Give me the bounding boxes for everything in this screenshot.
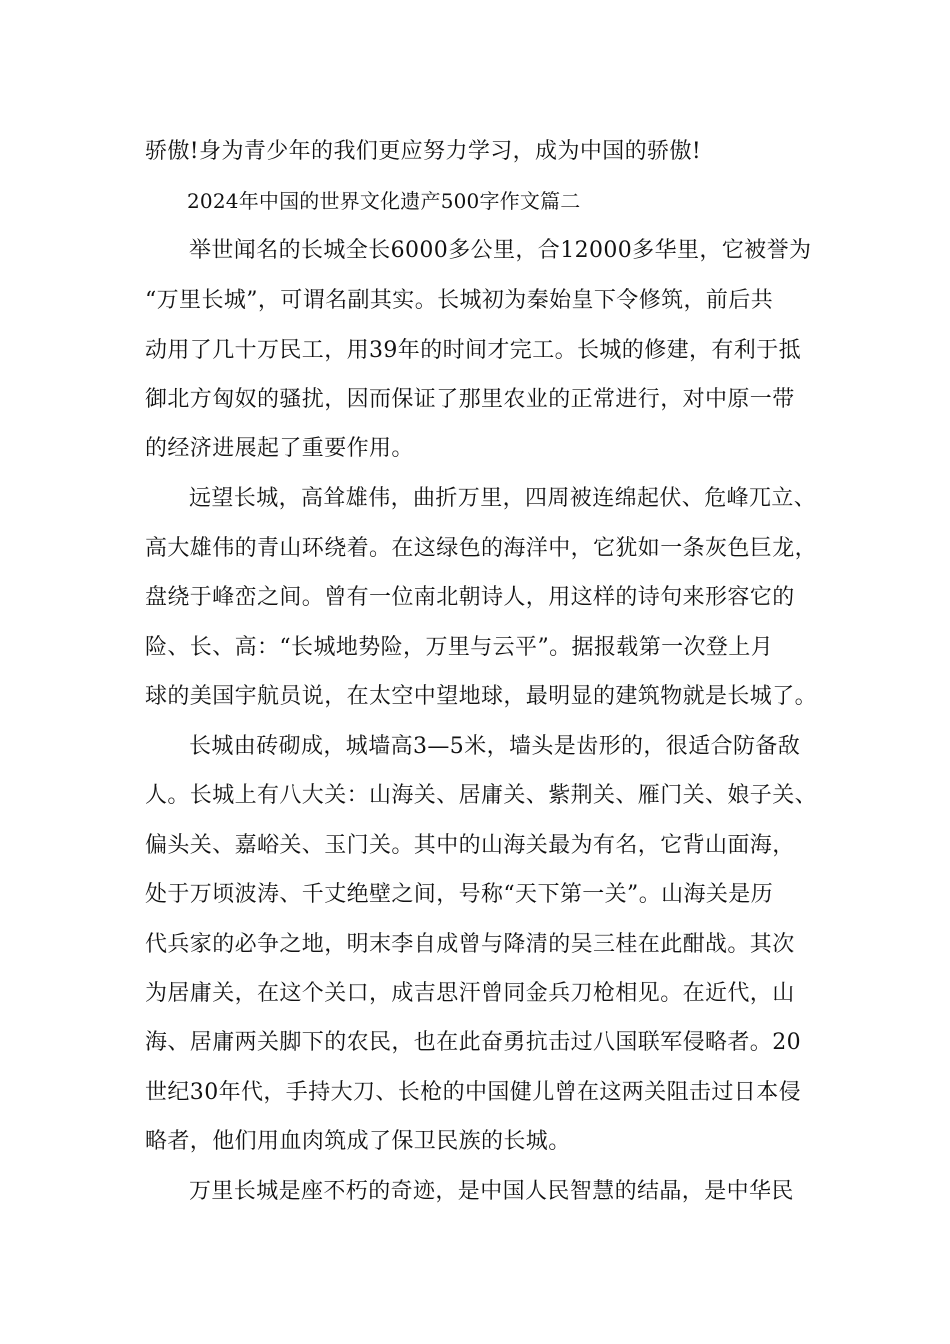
paragraph-line: 盘绕于峰峦之间。曾有一位南北朝诗人，用这样的诗句来形容它的: [145, 585, 795, 610]
paragraph-line: 为居庸关，在这个关口，成吉思汗曾同金兵刀枪相见。在近代，山: [145, 981, 795, 1006]
paragraph-line: 万里长城是座不朽的奇迹，是中国人民智慧的结晶，是中华民: [189, 1179, 794, 1204]
paragraph-line: 御北方匈奴的骚扰，因而保证了那里农业的正常进行，对中原一带: [145, 387, 795, 412]
section-title: 2024年中国的世界文化遗产500字作文篇二: [187, 189, 581, 213]
paragraph-line: 处于万顷波涛、千丈绝壁之间，号称“天下第一关”。山海关是历: [145, 882, 774, 907]
paragraph-line: 海、居庸两关脚下的农民，也在此奋勇抗击过八国联军侵略者。20: [145, 1030, 801, 1055]
paragraph-line: 险、长、高：“长城地势险，万里与云平”。据报载第一次登上月: [145, 635, 774, 660]
paragraph-line: 高大雄伟的青山环绕着。在这绿色的海洋中，它犹如一条灰色巨龙，: [145, 536, 818, 561]
paragraph-line: 代兵家的必争之地，明末李自成曾与降清的吴三桂在此酣战。其次: [145, 932, 795, 957]
paragraph-line: 长城由砖砌成，城墙高3—5米，墙头是齿形的，很适合防备敌: [189, 734, 801, 759]
paragraph-line: 偏头关、嘉峪关、玉门关。其中的山海关最为有名，它背山面海，: [145, 833, 795, 858]
paragraph-line: 动用了几十万民工，用39年的时间才完工。长城的修建，有利于抵: [145, 338, 801, 363]
paragraph-line: 人。长城上有八大关：山海关、居庸关、紫荆关、雁门关、娘子关、: [145, 783, 818, 808]
paragraph-line: 的经济进展起了重要作用。: [145, 436, 414, 461]
paragraph-line: 世纪30年代，手持大刀、长枪的中国健儿曾在这两关阻击过日本侵: [145, 1080, 801, 1105]
paragraph-line: 远望长城，高耸雄伟，曲折万里，四周被连绵起伏、危峰兀立、: [189, 486, 817, 511]
paragraph-line: 举世闻名的长城全长6000多公里，合12000多华里，它被誉为: [189, 238, 812, 263]
paragraph-line: “万里长城”，可谓名副其实。长城初为秦始皇下令修筑，前后共: [145, 288, 774, 313]
paragraph-line: 球的美国宇航员说，在太空中望地球，最明显的建筑物就是长城了。: [145, 684, 818, 709]
paragraph-line: 略者，他们用血肉筑成了保卫民族的长城。: [145, 1129, 571, 1154]
text-line: 骄傲!身为青少年的我们更应努力学习，成为中国的骄傲!: [145, 139, 702, 164]
